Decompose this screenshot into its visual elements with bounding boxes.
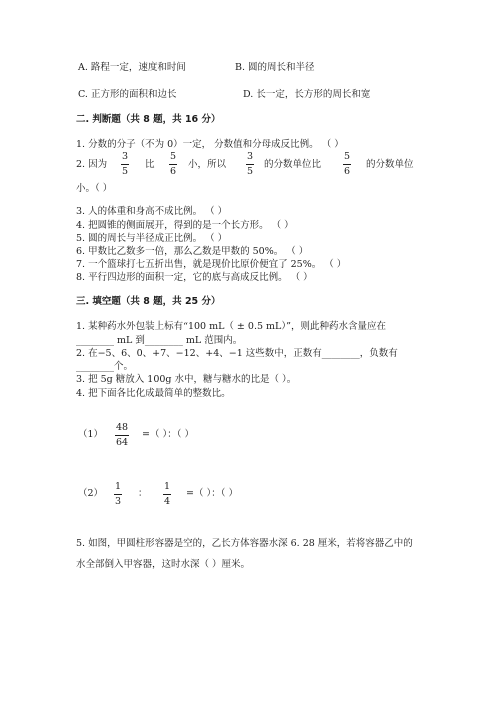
fraction-denominator: 5 [247,165,254,177]
fill-question-4: 4. 把下面各比化成最简单的整数比。 [76,388,231,399]
fill-question-5-line-1: 5. 如图，甲圆柱形容器是空的，乙长方体容器水深 6. 28 厘米，若将容器乙中的 [76,538,413,549]
judgement-question-3: 3. 人的体重和身高不成比例。 （ ） [76,206,228,217]
q2-line-2: 小。（ ） [76,183,113,194]
fraction-denominator: 3 [115,495,122,507]
q2-fraction-2 [169,152,177,176]
fill-question-1-line-2: ________ mL 到________ mL 范围内。 [76,335,243,346]
judgement-question-4: 4. 把圆锥的侧面展开，得到的是一个长方形。 （ ） [76,220,294,231]
fill-question-2-line-2: ________个。 [76,361,134,372]
option-c: C. 正方形的面积和边长 [78,89,177,100]
judgement-question-5: 5. 圆的周长与半径成正比例。 （ ） [76,233,228,244]
q2-word-bi: 比 [145,159,155,170]
sub-1-answer: =（ ）：（ ） [142,429,194,440]
q2-unit-text-2: 的分数单位 [366,159,414,170]
fraction-denominator: 4 [164,495,171,507]
q2-fraction-1 [121,152,129,176]
q2-fraction-3 [246,152,254,176]
fill-question-3: 3. 把 5g 糖放入 100g 水中，糖与糖水的比是（ ）。 [76,374,297,385]
q2-unit-text-1: 的分数单位比 [264,159,322,170]
sub-2-answer: =（ ）：（ ） [186,488,238,499]
section-heading-fill-in: 三. 填空题（共 8 题，共 25 分） [76,296,221,307]
fill-question-5-line-2: 水全部倒入甲容器，这时水深（ ）厘米。 [76,559,251,570]
fill-question-1-line-1: 1. 某种药水外包装上标有“100 mL（ ± 0.5 mL）”，则此种药水含量应在 [76,321,386,332]
sub-2-fraction-2 [163,482,171,506]
sub-1-label: （1） [78,429,104,440]
judgement-question-7: 7. 一个篮球打七五折出售，就是现价比原价便宜了 25%。 （ ） [76,259,347,270]
fraction-denominator: 6 [344,165,351,177]
option-d: D. 长一定，长方形的周长和宽 [243,89,371,100]
fraction-numerator: 5 [344,151,351,162]
section-heading-judgement: 二. 判断题（共 8 题，共 16 分） [76,114,221,125]
sub-1-fraction [115,423,129,447]
sub-2-colon: ： [138,488,148,499]
q2-prefix: 2. 因为 [76,159,108,170]
q2-mid-text: 小，所以 [188,159,227,170]
fraction-numerator: 1 [164,481,171,492]
fraction-denominator: 6 [170,165,177,177]
fraction-denominator: 5 [122,165,129,177]
judgement-question-1: 1. 分数的分子（不为 0）一定， 分数值和分母成反比例。 （ ） [76,139,344,150]
judgement-question-8: 8. 平行四边形的面积一定，它的底与高成反比例。 （ ） [76,272,313,283]
fraction-numerator: 3 [122,151,129,162]
fill-question-2-line-1: 2. 在−5、6、0、+7、−12、+4、−1 这些数中，正数有________，负数有 [76,348,398,359]
sub-2-fraction-1 [114,482,122,506]
sub-2-label: （2） [78,488,104,499]
fraction-numerator: 5 [170,151,177,162]
fraction-numerator: 3 [247,151,254,162]
fraction-numerator: 1 [115,481,122,492]
fraction-denominator: 64 [116,436,129,448]
judgement-question-6: 6. 甲数比乙数多一倍，那么乙数是甲数的 50%。 （ ） [76,246,309,257]
option-a: A. 路程一定，速度和时间 [78,62,186,73]
fraction-numerator: 48 [116,422,129,433]
option-b: B. 圆的周长和半径 [235,62,315,73]
q2-fraction-4 [343,152,351,176]
